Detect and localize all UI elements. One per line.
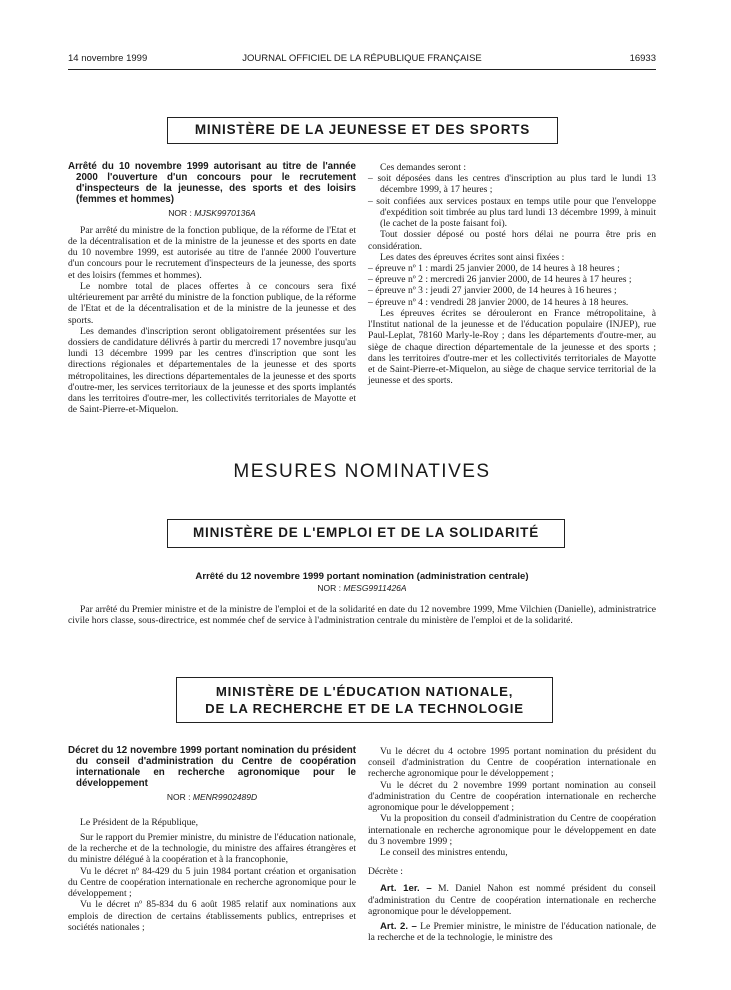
submission-list bbox=[368, 173, 656, 229]
ministry-box-education bbox=[176, 677, 553, 723]
paragraph: Le nombre total de places offertes à ce concours sera fixé ultérieurement par arrêté du ministre de la fonction publique, de la réforme de l'Etat et de la décentralisation et de la ministre de la jeunesse et des sports. bbox=[68, 280, 356, 326]
paragraph: Les dates des épreuves écrites sont ainsi fixées : bbox=[380, 251, 565, 263]
ministry-title: MINISTÈRE DE LA JEUNESSE ET DES SPORTS bbox=[194, 122, 531, 137]
paragraph: Les demandes d'inscription seront obligatoirement présentées sur les dossiers de candidature délivrés à partir du mercredi 17 novembre jusqu'au lundi 13 décembre 1999 par les centres d'inscription que sont les directions régionales et départementales de la jeunesse et des sports métropolitaines, les directions départementales de la jeunesse et des sports d'outre-mer, les services territoriaux de la jeunesse et des sports implantés dans les territoires d'outre-mer, les collectivités territoriales de Mayotte et de Saint-Pierre-et-Miquelon. bbox=[68, 325, 356, 416]
section3-left-column bbox=[68, 746, 356, 933]
article-text: M. Daniel Nahon est nommé président du conseil d'administration du Centre de coopération internationale en recherche agronomique pour le développement. bbox=[368, 883, 656, 917]
decree-title: Arrêté du 10 novembre 1999 autorisant au titre de l'année 2000 l'ouverture d'un concours pour le recrutement d'inspecteurs de la jeunesse, des sports et des loisirs (femmes et hommes) bbox=[68, 161, 356, 205]
list-item: – épreuve nº 2 : mercredi 26 janvier 2000, de 14 heures à 17 heures ; bbox=[368, 274, 656, 285]
section1-right-column bbox=[368, 162, 656, 386]
list-item: – épreuve nº 3 : jeudi 27 janvier 2000, de 14 heures à 16 heures ; bbox=[368, 285, 656, 296]
nor-reference bbox=[68, 209, 356, 219]
paragraph: Sur le rapport du Premier ministre, du ministre de l'éducation nationale, de la recherche et de la technologie, du ministre des affaires étrangères et du ministre délégué à la coopération et à la francophonie, bbox=[68, 832, 356, 866]
article-text: Le Premier ministre, le ministre de l'éducation nationale, de la recherche et de la technologie, le ministre des bbox=[368, 921, 656, 944]
article-label: Art. 1er. – bbox=[380, 883, 432, 895]
section2-body bbox=[68, 604, 656, 626]
nor-label: NOR : bbox=[168, 207, 192, 218]
article-label: Art. 2. – bbox=[380, 921, 417, 933]
paragraph: Les épreuves écrites se dérouleront en France métropolitaine, à l'Institut national de la jeunesse et de l'éducation populaire (INJEP), rue Paul-Leplat, 78160 Marly-le-Roy ; dans les départements d'outre-mer, au siège de chaque direction départementale de la jeunesse et des sports ; dans les territoires d'outre-mer et les collectivités territoriales de Mayotte et de Saint-Pierre-et-Miquelon, au siège de chaque service territorial de la jeunesse et des sports. bbox=[368, 307, 656, 387]
header-journal-title: JOURNAL OFFICIEL DE LA RÉPUBLIQUE FRANÇAISE bbox=[242, 53, 482, 64]
nor-reference bbox=[68, 793, 356, 803]
list-item: – épreuve nº 1 : mardi 25 janvier 2000, de 14 heures à 18 heures ; bbox=[368, 263, 656, 274]
ministry-title: MINISTÈRE DE L'EMPLOI ET DE LA SOLIDARITÉ bbox=[192, 525, 540, 540]
article-1 bbox=[368, 883, 656, 917]
section-heading-mesures: MESURES NOMINATIVES bbox=[233, 461, 491, 482]
page-header bbox=[68, 53, 656, 67]
exam-dates-list bbox=[368, 263, 656, 308]
header-date: 14 novembre 1999 bbox=[68, 53, 148, 64]
paragraph: Par arrêté du ministre de la fonction publique, de la réforme de l'Etat et de la décentralisation et de la ministre de la jeunesse et des sports en date du 10 novembre 1999, est autorisée au titre de l'année 2000 l'ouverture d'un concours pour le recrutement d'inspecteurs de la jeunesse, des sports et des loisirs (femmes et hommes). bbox=[68, 224, 356, 281]
paragraph: Le Président de la République, bbox=[80, 816, 199, 828]
ministry-box-jeunesse bbox=[167, 117, 558, 144]
ministry-title-line: MINISTÈRE DE L'ÉDUCATION NATIONALE, bbox=[215, 684, 514, 699]
list-item: – épreuve nº 4 : vendredi 28 janvier 2000, de 14 heures à 18 heures. bbox=[368, 297, 656, 308]
paragraph: Tout dossier déposé ou posté hors délai ne pourra être pris en considération. bbox=[368, 229, 656, 252]
paragraph: Vu le décret nº 84-429 du 5 juin 1984 portant création et organisation du Centre de coopération internationale en recherche agronomique pour le développement ; bbox=[68, 865, 356, 900]
article-2 bbox=[368, 921, 656, 943]
header-page-number: 16933 bbox=[629, 53, 656, 64]
paragraph: Vu le décret du 4 octobre 1995 portant nomination du président du conseil d'administration du Centre de coopération internationale en recherche agronomique pour le développement ; bbox=[368, 746, 656, 780]
nor-code: MJSK9970136A bbox=[194, 207, 256, 218]
paragraph: Vu le décret nº 85-834 du 6 août 1985 relatif aux nominations aux emplois de direction de certains établissements publics, entreprises et sociétés nationales ; bbox=[68, 899, 356, 933]
section3-right-column bbox=[368, 746, 656, 944]
decrete-heading: Décrète : bbox=[368, 866, 403, 878]
decree-title: Décret du 12 novembre 1999 portant nomination du président du conseil d'administration du Centre de coopération internationale en recherche agronomique pour le développement bbox=[68, 745, 356, 789]
paragraph: Ces demandes seront : bbox=[380, 162, 467, 173]
nor-code: MESG9911426A bbox=[343, 583, 407, 593]
list-item: – soit déposées dans les centres d'inscription au plus tard le lundi 13 décembre 1999, à 17 heures ; bbox=[368, 173, 656, 195]
paragraph: Vu la proposition du conseil d'administration du Centre de coopération internationale en recherche agronomique pour le développement en date du 3 novembre 1999 ; bbox=[368, 813, 656, 847]
list-item: – soit confiées aux services postaux en temps utile pour que l'enveloppe d'expédition soit timbrée au plus tard lundi 13 décembre 1999, à minuit (le cachet de la poste faisant foi). bbox=[368, 196, 656, 230]
header-rule bbox=[68, 69, 656, 70]
decree-title: Arrêté du 12 novembre 1999 portant nomination (administration centrale) bbox=[195, 571, 529, 582]
paragraph: Par arrêté du Premier ministre et de la ministre de l'emploi et de la solidarité en date du 12 novembre 1999, Mme Vilchien (Danielle), administratrice civile hors classe, sous-directrice, est nommée chef de service à l'administration centrale du ministère de l'emploi et de la solidarité. bbox=[68, 604, 656, 627]
nor-reference bbox=[68, 584, 656, 594]
ministry-title-line: DE LA RECHERCHE ET DE LA TECHNOLOGIE bbox=[205, 701, 524, 716]
nor-code: MENR9902489D bbox=[192, 791, 258, 802]
nor-label: NOR : bbox=[317, 583, 342, 593]
section1-left-column bbox=[68, 162, 356, 416]
paragraph: Vu le décret du 2 novembre 1999 portant nomination au conseil d'administration du Centre de coopération internationale en recherche agronomique pour le développement ; bbox=[368, 779, 656, 814]
ministry-box-emploi bbox=[167, 519, 565, 548]
paragraph: Le conseil des ministres entendu, bbox=[380, 846, 508, 858]
nor-label: NOR : bbox=[166, 791, 191, 802]
